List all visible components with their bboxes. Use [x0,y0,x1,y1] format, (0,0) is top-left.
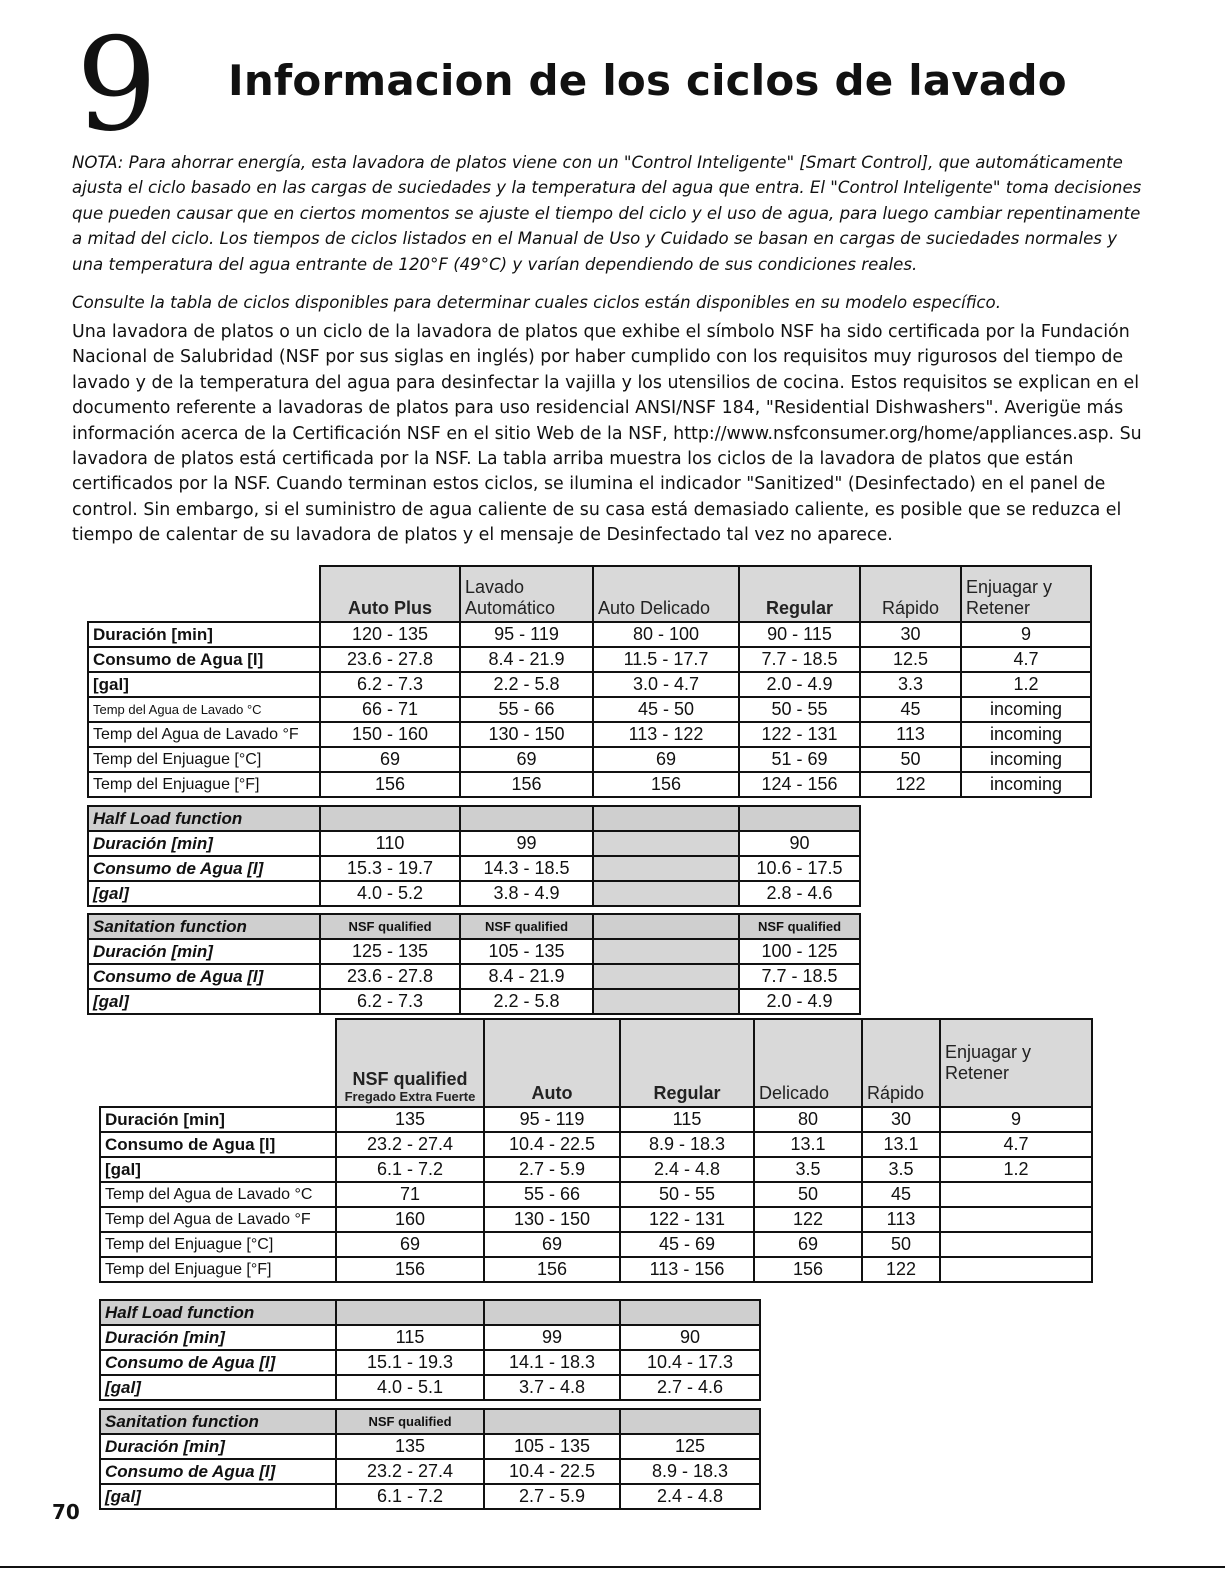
table-cell: 135 [336,1107,484,1132]
row-label: Temp del Enjuague [°F] [88,772,320,797]
table-cell: 45 - 69 [620,1232,754,1257]
column-header: Rápido [860,566,961,622]
table-cell: 69 [754,1232,862,1257]
table-cell: 45 [862,1182,940,1207]
nsf-qualified-label: NSF qualified [352,1069,468,1089]
table-cell [593,831,739,856]
sanitation-table-1 [87,913,861,1015]
row-label: Temp del Enjuague [°C] [88,747,320,772]
table-cell: 55 - 66 [484,1182,620,1207]
table-cell: 71 [336,1182,484,1207]
table-cell: 115 [336,1325,484,1350]
table-row [100,1350,760,1375]
row-label: Duración [min] [100,1107,336,1132]
table-cell: 6.2 - 7.3 [320,989,460,1014]
row-label: [gal] [100,1157,336,1182]
table-cell: 10.6 - 17.5 [739,856,860,881]
table-cell: 122 - 131 [620,1207,754,1232]
table-cell: 23.6 - 27.8 [320,964,460,989]
column-header: Auto [484,1019,620,1107]
table-cell: 23.2 - 27.4 [336,1459,484,1484]
table-row [88,831,860,856]
row-label: Consumo de Agua [l] [100,1350,336,1375]
table-cell: 124 - 156 [739,772,860,797]
table-cell: 23.2 - 27.4 [336,1132,484,1157]
consult-paragraph: Consulte la tabla de ciclos disponibles para determinar cuales ciclos están disponibles en su modelo específico. [72,293,1001,312]
section-header-row [100,1300,760,1325]
table-cell: 120 - 135 [320,622,460,647]
table-cell: 113 [862,1207,940,1232]
table-cell: incoming [961,772,1091,797]
table-cell: 12.5 [860,647,961,672]
table-row [100,1459,760,1484]
table-cell: 10.4 - 22.5 [484,1132,620,1157]
table-cell: 2.0 - 4.9 [739,672,860,697]
table-cell: 69 [593,747,739,772]
table-cell: 1.2 [940,1157,1092,1182]
table-cell [620,1409,760,1434]
table-cell: 130 - 150 [484,1207,620,1232]
table-cell: 13.1 [754,1132,862,1157]
table-cell: 10.4 - 17.3 [620,1350,760,1375]
table-cell [593,914,739,939]
table-cell: 69 [460,747,593,772]
table-row [100,1157,1092,1182]
table-row [100,1107,1092,1132]
chapter-number: 9 [76,11,158,160]
table-cell: 90 [739,831,860,856]
table-cell [593,989,739,1014]
row-label: Temp del Agua de Lavado °C [100,1182,336,1207]
table-cell: 150 - 160 [320,722,460,747]
column-header: Lavado Automático [460,566,593,622]
row-label: Duración [min] [88,831,320,856]
table-cell: 100 - 125 [739,939,860,964]
row-label: Temp del Agua de Lavado °C [88,697,320,722]
table-cell: 8.4 - 21.9 [460,647,593,672]
table-row [100,1232,1092,1257]
section-header-row [88,914,860,939]
table-cell: 50 [754,1182,862,1207]
row-label: Temp del Enjuague [°C] [100,1232,336,1257]
table-cell: incoming [961,697,1091,722]
section-header-row [88,806,860,831]
table-cell: 3.8 - 4.9 [460,881,593,906]
table-cell: 125 [620,1434,760,1459]
table-header-row [88,566,1091,622]
section-title: Half Load function [88,806,320,831]
column-header: Auto Plus [320,566,460,622]
row-label: [gal] [88,881,320,906]
table-cell: 122 [862,1257,940,1282]
table-row [88,939,860,964]
table-cell: 7.7 - 18.5 [739,647,860,672]
table-cell: 8.9 - 18.3 [620,1459,760,1484]
row-label: Temp del Enjuague [°F] [100,1257,336,1282]
table-cell: 135 [336,1434,484,1459]
row-label: Consumo de Agua [l] [100,1459,336,1484]
table-cell: 69 [484,1232,620,1257]
table-cell: 6.1 - 7.2 [336,1157,484,1182]
table-cell [940,1182,1092,1207]
table-cell: 122 - 131 [739,722,860,747]
table-cell: 90 [620,1325,760,1350]
table-cell: 2.2 - 5.8 [460,672,593,697]
column-header: Auto Delicado [593,566,739,622]
table-cell: 1.2 [961,672,1091,697]
table-cell: 4.7 [961,647,1091,672]
table-cell: 95 - 119 [484,1107,620,1132]
section-header-row [100,1409,760,1434]
table-cell: 4.0 - 5.1 [336,1375,484,1400]
table-cell: 156 [320,772,460,797]
table-cell: 99 [484,1325,620,1350]
table-cell: 10.4 - 22.5 [484,1459,620,1484]
table-cell: 122 [860,772,961,797]
row-label: [gal] [88,672,320,697]
table-cell [593,881,739,906]
half-load-table-1 [87,805,861,907]
table-cell: 113 - 122 [593,722,739,747]
table-row [88,964,860,989]
table-row [100,1375,760,1400]
table-cell: 14.3 - 18.5 [460,856,593,881]
table-cell [940,1207,1092,1232]
table-cell: 3.3 [860,672,961,697]
table-cell: 4.0 - 5.2 [320,881,460,906]
table-cell: 156 [593,772,739,797]
table-cell: 105 - 135 [460,939,593,964]
table-cell: 15.3 - 19.7 [320,856,460,881]
row-label: Consumo de Agua [l] [100,1132,336,1157]
table-row [100,1257,1092,1282]
table-cell: 2.0 - 4.9 [739,989,860,1014]
column-header: Delicado [754,1019,862,1107]
table-cell: 156 [460,772,593,797]
table-cell [940,1232,1092,1257]
row-label: [gal] [100,1375,336,1400]
table-cell: 95 - 119 [460,622,593,647]
cycle-table-1 [87,565,1092,798]
table-cell [593,964,739,989]
table-row [88,747,1091,772]
table-cell: 80 - 100 [593,622,739,647]
table-cell: 3.5 [754,1157,862,1182]
table-cell: 15.1 - 19.3 [336,1350,484,1375]
row-label: [gal] [100,1484,336,1509]
table-cell: 156 [484,1257,620,1282]
nsf-qualified-badge: NSF qualified [336,1409,484,1434]
table-cell: 11.5 - 17.7 [593,647,739,672]
table-cell: 66 - 71 [320,697,460,722]
table-cell: 2.8 - 4.6 [739,881,860,906]
table-cell: 50 - 55 [620,1182,754,1207]
table-cell: 50 - 55 [739,697,860,722]
column-header: Enjuagar y Retener [961,566,1091,622]
row-label: Duración [min] [88,622,320,647]
table-cell: 8.9 - 18.3 [620,1132,754,1157]
table-cell: 80 [754,1107,862,1132]
table-cell: 2.7 - 5.9 [484,1157,620,1182]
column-header [336,1019,484,1107]
table-cell: 50 [860,747,961,772]
cycle-table-2 [99,1018,1093,1283]
table-cell: 3.0 - 4.7 [593,672,739,697]
table-cell: 130 - 150 [460,722,593,747]
table-cell: 8.4 - 21.9 [460,964,593,989]
table-row [100,1434,760,1459]
table-row [88,989,860,1014]
row-label: Temp del Agua de Lavado °F [100,1207,336,1232]
table-row [88,881,860,906]
table-cell: 2.7 - 4.6 [620,1375,760,1400]
table-row [100,1325,760,1350]
row-label: Duración [min] [88,939,320,964]
table-cell [593,856,739,881]
table-cell: 99 [460,831,593,856]
table-cell: 2.4 - 4.8 [620,1484,760,1509]
column-header: Regular [739,566,860,622]
table-cell: 50 [862,1232,940,1257]
table-cell: incoming [961,722,1091,747]
table-cell: 160 [336,1207,484,1232]
table-cell: 23.6 - 27.8 [320,647,460,672]
note-paragraph: NOTA: Para ahorrar energía, esta lavadora de platos viene con un "Control Inteligente" [Smart Control], que automáticamente ajusta el ciclo basado en las cargas de suciedades y la temperatura del agua que entra. El "Control Inteligente" toma decisiones que pueden causar que en ciertos momentos se ajuste el tiempo del ciclo y el uso de agua, para luego cambiar repentinamente a mitad del ciclo. Los tiempos de ciclos listados en el Manual de Uso y Cuidado se basan en cargas de suciedades normales y una temperatura del agua entrante de 120°F (49°C) y varían dependiendo de sus condiciones reales. [72,153,1142,274]
table-cell: 69 [336,1232,484,1257]
table-cell: 14.1 - 18.3 [484,1350,620,1375]
section-title: Sanitation function [88,914,320,939]
table-cell: 13.1 [862,1132,940,1157]
table-cell: 3.7 - 4.8 [484,1375,620,1400]
table-row [100,1484,760,1509]
table-cell: 7.7 - 18.5 [739,964,860,989]
table-cell: 51 - 69 [739,747,860,772]
table-cell: 110 [320,831,460,856]
table-cell: 69 [320,747,460,772]
half-load-table-2 [99,1299,761,1401]
table-cell: 55 - 66 [460,697,593,722]
section-title: Sanitation function [100,1409,336,1434]
table-cell: 9 [940,1107,1092,1132]
nsf-qualified-badge: NSF qualified [460,914,593,939]
table-row [100,1132,1092,1157]
table-cell: 113 - 156 [620,1257,754,1282]
row-label: Duración [min] [100,1434,336,1459]
page-number: 70 [52,1500,80,1524]
row-label: Consumo de Agua [l] [88,964,320,989]
table-row [100,1182,1092,1207]
table-cell: 2.2 - 5.8 [460,989,593,1014]
table-cell [593,939,739,964]
table-cell: 2.4 - 4.8 [620,1157,754,1182]
table-cell: 9 [961,622,1091,647]
table-cell [940,1257,1092,1282]
sanitation-table-2 [99,1408,761,1510]
table-cell: 122 [754,1207,862,1232]
table-cell: 45 - 50 [593,697,739,722]
table-cell: 113 [860,722,961,747]
table-row [88,856,860,881]
table-row [88,672,1091,697]
table-cell: 115 [620,1107,754,1132]
nsf-qualified-badge: NSF qualified [739,914,860,939]
table-cell: 30 [860,622,961,647]
column-header: Enjuagar y Retener [940,1019,1092,1107]
table-cell: 3.5 [862,1157,940,1182]
table-row [88,722,1091,747]
column-header: Regular [620,1019,754,1107]
table-cell: 156 [336,1257,484,1282]
footer-divider [0,1566,1225,1568]
table-cell: 125 - 135 [320,939,460,964]
section-title: Half Load function [100,1300,336,1325]
row-label: Consumo de Agua [l] [88,856,320,881]
table-cell: 105 - 135 [484,1434,620,1459]
table-row [88,622,1091,647]
table-cell: 45 [860,697,961,722]
table-row [88,647,1091,672]
table-cell: 90 - 115 [739,622,860,647]
table-row [100,1207,1092,1232]
table-cell: 2.7 - 5.9 [484,1484,620,1509]
row-label: Temp del Agua de Lavado °F [88,722,320,747]
table-cell: 4.7 [940,1132,1092,1157]
row-label: Duración [min] [100,1325,336,1350]
column-subheader: Fregado Extra Fuerte [344,1089,476,1104]
table-cell: 30 [862,1107,940,1132]
column-header: Rápido [862,1019,940,1107]
table-row [88,772,1091,797]
nsf-paragraph: Una lavadora de platos o un ciclo de la lavadora de platos que exhibe el símbolo NSF ha sido certificada por la Fundación Nacional de Salubridad (NSF por sus siglas en inglés) por haber cumplido con los requisitos muy rigurosos del tiempo de lavado y de la temperatura del agua para desinfectar la vajilla y los utensilios de cocina. Estos requisitos se explican en el documento referente a lavadoras de platos para uso residencial ANSI/NSF 184, "Residential Dishwashers". Averigüe más información acerca de la Certificación NSF en el sitio Web de la NSF, http://www.nsfconsumer.org/home/appliances.asp. Su lavadora de platos está certificada por la NSF. La tabla arriba muestra los ciclos de la lavadora de platos que están certificados por la NSF. Cuando terminan estos ciclos, se ilumina el indicador "Sanitized" (Desinfectado) en el panel de control. Sin embargo, si el suministro de agua caliente de su casa está demasiado caliente, es posible que se reduzca el tiempo de calentar de su lavadora de platos y el mensaje de Desinfectado tal vez no aparece. [72,322,1142,546]
table-cell: 6.1 - 7.2 [336,1484,484,1509]
nsf-qualified-badge: NSF qualified [320,914,460,939]
page-title: Informacion de los ciclos de lavado [228,56,1067,105]
table-cell: 156 [754,1257,862,1282]
row-label: Consumo de Agua [l] [88,647,320,672]
table-cell: 6.2 - 7.3 [320,672,460,697]
table-row [88,697,1091,722]
table-cell: incoming [961,747,1091,772]
row-label: [gal] [88,989,320,1014]
table-header-row [100,1019,1092,1107]
table-cell [484,1409,620,1434]
